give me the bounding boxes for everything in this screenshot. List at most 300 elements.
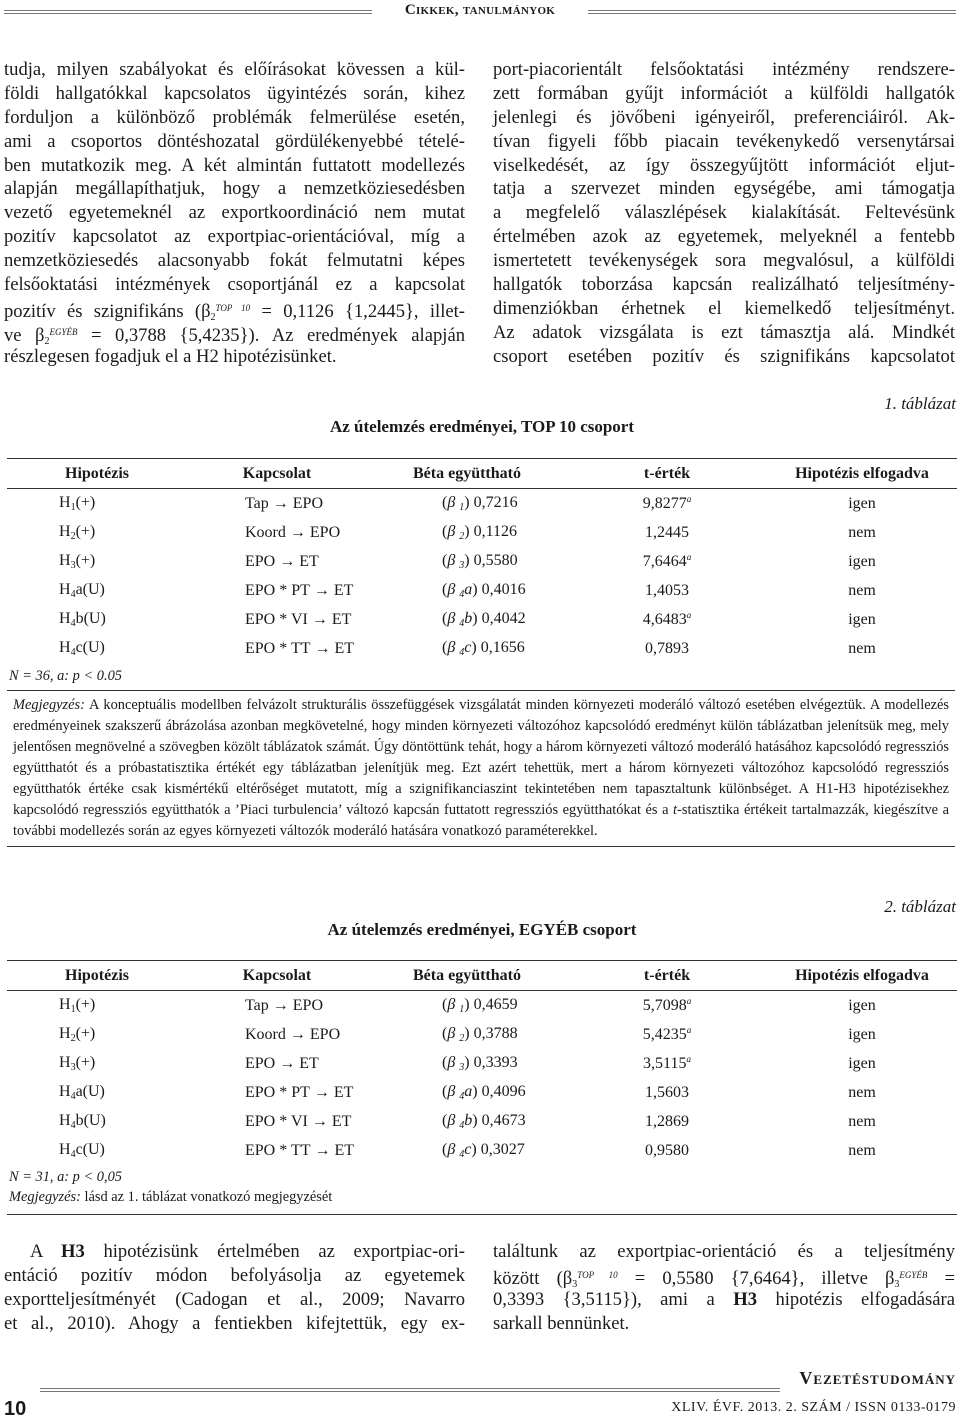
text-line: a megfelelő válaszlépések kialakítását. Feltevésünk (493, 202, 955, 224)
text-line: port-piacorientált felsőoktatási intézmény rendszere- (493, 59, 955, 80)
beta-cell: (β $_4$b) 0,4042 (442, 610, 526, 629)
arrow-right-icon: → (311, 1112, 328, 1130)
text-line: ismertetett tevékenységek sora megvalósul, a külföldi (493, 250, 955, 272)
arrow-right-icon: → (311, 610, 328, 628)
header-rule-right (588, 10, 956, 14)
text-line: csoport esetében pozitív és szignifikáns kapcsolatot (493, 345, 955, 367)
superscript: a (686, 1054, 691, 1064)
cell-text: 3,5115 (643, 1055, 687, 1072)
text-line: ami a csoportos döntéshozatal gördülékenyebbé tételé- (4, 130, 465, 152)
table-row (7, 518, 957, 547)
text-line: felsőoktatási intézmények csoportjánál ez a kapcsolat (4, 274, 465, 296)
cell-text: igen (848, 1025, 876, 1043)
cell-text: Tap (245, 996, 269, 1014)
superscript: a (686, 494, 692, 504)
text-fragment: hipotézisünk értelmében az exportpiac-ori- (84, 1241, 465, 1262)
subscript: 4 (70, 647, 76, 658)
text-line: hallgatók toborzása kapcsán realizálható teljesítmény- (493, 274, 955, 296)
col-header: Hipotézis elfogadva (767, 459, 957, 489)
text-line (4, 321, 465, 345)
cell-text: Tap (245, 494, 269, 512)
cell-text: EPO (309, 1025, 341, 1043)
bottom-left-column (30, 1240, 465, 1264)
subscript: 2 (459, 1033, 465, 1044)
col-header: t-érték (567, 459, 767, 489)
cell-text: ET (333, 1083, 354, 1101)
hypothesis-cell (7, 991, 187, 1021)
accepted-cell (767, 605, 957, 634)
remark-text: t (673, 802, 678, 818)
cell-text: b (464, 610, 473, 627)
t-value-cell (567, 1107, 767, 1136)
cell-text: H (59, 1112, 71, 1129)
page-number: 10 (4, 1398, 27, 1420)
text-line: földi hallgatókkal kapcsolatos ügyintézés során, kihez (4, 82, 465, 104)
cell-text: 0,5580 (473, 552, 518, 569)
journal-name: Vezetéstudomány (799, 1368, 956, 1388)
table-row (7, 547, 957, 576)
cell-text: H (59, 996, 71, 1013)
relation-cell (187, 518, 367, 547)
subscript: 1 (459, 1004, 465, 1015)
hypothesis-cell (7, 518, 187, 547)
text-fragment: = 0,5580 {7,6464}, illetve β (617, 1267, 895, 1289)
text-fragment: = 0,1126 {1,2445}, illet- (250, 300, 465, 322)
cell-text: ET (333, 581, 354, 599)
subscript: 4 (459, 647, 465, 658)
cell-text: 0,4016 (481, 581, 526, 598)
table-header-row (7, 459, 957, 489)
subscript: 1 (70, 502, 76, 513)
accepted-cell (767, 547, 957, 576)
cell-text: H (59, 1083, 71, 1100)
text-fragment: H3 (733, 1288, 757, 1310)
beta-symbol: β (447, 581, 460, 598)
cell-text: 0,7893 (645, 640, 689, 657)
subscript: 4 (70, 1149, 76, 1160)
cell-text: a(U) (75, 581, 105, 598)
cell-text: (+) (75, 1025, 96, 1042)
superscript: EGYÉB (899, 1269, 928, 1280)
cell-text: H (59, 639, 71, 656)
cell-text: nem (848, 639, 876, 657)
cell-text: b (464, 1112, 473, 1129)
beta-symbol: β (447, 639, 460, 656)
cell-text: 1,2869 (645, 1113, 689, 1130)
table-row (7, 634, 957, 663)
cell-text: 9,8277 (642, 495, 687, 512)
relation-cell (187, 1107, 367, 1136)
cell-text: c(U) (75, 1141, 105, 1158)
text-line: dimenziókban érhetnek el kiemelkedő teljesítményt. (493, 297, 955, 319)
cell-text: nem (848, 1112, 876, 1130)
beta-cell: (β $_4$a) 0,4096 (442, 1083, 526, 1102)
arrow-right-icon: → (313, 581, 330, 599)
relation-cell (187, 991, 367, 1021)
text-line: zett formában gyűjt információt a külföldi hallgatók (493, 82, 955, 104)
subscript: 1 (70, 1004, 76, 1015)
relation-cell (187, 1049, 367, 1078)
cell-text: igen (848, 610, 876, 628)
t-value-cell (567, 1136, 767, 1165)
hypothesis-cell (7, 1020, 187, 1049)
beta-cell: (β $_4$a) 0,4016 (442, 581, 526, 600)
cell-text: b(U) (75, 1112, 106, 1129)
cell-text: ET (331, 610, 352, 628)
beta-symbol: β (447, 1141, 460, 1158)
cell-text: nem (848, 1141, 876, 1159)
text-line: jelenlegi és jövőbeni igényeiről, preferenciáiról. Ak- (493, 106, 955, 128)
t-value-cell (567, 1078, 767, 1107)
cell-text: H (59, 581, 71, 598)
text-fragment: = (927, 1267, 956, 1289)
t-value-cell (567, 489, 767, 519)
cell-text: nem (848, 523, 876, 541)
t-value-cell (567, 576, 767, 605)
text-line: ben mutatkozik meg. A két almintán futtatott modellezés (4, 154, 465, 176)
superscript: a (686, 996, 692, 1006)
text-line: Az adatok vizsgálata is ezt támasztja alá. Mindkét (493, 321, 955, 343)
cell-text: nem (848, 1083, 876, 1101)
subscript: 2 (70, 1033, 76, 1044)
cell-text: c (464, 1141, 472, 1158)
arrow-right-icon: → (289, 1025, 306, 1043)
cell-text: H (59, 494, 71, 511)
col-header: Hipotézis (7, 961, 187, 991)
relation-cell (187, 1020, 367, 1049)
subscript: 4 (70, 589, 76, 600)
cell-text: H (59, 1025, 71, 1042)
t-value-cell (567, 547, 767, 576)
text-line: tudja, milyen szabályokat és előírásokat kövessen a kül- (4, 59, 465, 80)
table-row (7, 1078, 957, 1107)
arrow-right-icon: → (313, 1083, 330, 1101)
superscript: a (686, 552, 692, 562)
subscript: 4 (459, 589, 465, 600)
cell-text: igen (848, 996, 876, 1014)
bottom-left-column-cont (4, 1264, 465, 1336)
text-line: értelmében azok az egyetemek, melyeknél a fentebb (493, 226, 955, 248)
cell-text: ET (331, 1112, 352, 1130)
table-title: Az útelemzés eredményei, EGYÉB csoport (327, 920, 637, 939)
results-table-egyeb (7, 960, 957, 1165)
cell-text: 0,1656 (480, 639, 525, 656)
relation-cell (187, 634, 367, 663)
hypothesis-cell (7, 1049, 187, 1078)
t-value-cell (567, 605, 767, 634)
beta-symbol: β (447, 1054, 460, 1071)
subscript: 3 (894, 1278, 900, 1290)
table-row (7, 1020, 957, 1049)
relation-cell (187, 605, 367, 634)
section-title: Cikkek, tanulmányok (404, 2, 556, 18)
text-line: et al., 2010). Ahogy a fentiekben kifejtettük, egy ex- (4, 1312, 465, 1334)
hypothesis-cell (7, 1136, 187, 1165)
text-line: alapján megállapíthatjuk, hogy a nemzetköziesedésben (4, 178, 465, 200)
subscript: 4 (70, 1091, 76, 1102)
text-line: viselkedését, az így összegyűjtött információt eljut- (493, 154, 955, 176)
cell-text: 0,3027 (480, 1141, 525, 1158)
bottom-right-column (493, 1240, 955, 1336)
table-number: 2. táblázat (884, 897, 956, 916)
cell-text: 0,4673 (481, 1112, 526, 1129)
subscript: 1 (459, 502, 465, 513)
col-header: Hipotézis elfogadva (767, 961, 957, 991)
text-line (493, 1288, 955, 1312)
remark-text: lásd az 1. táblázat vonatkozó megjegyzését (80, 1189, 333, 1205)
text-fragment: 0,3393 {3,5115}), ami a (493, 1288, 734, 1310)
cell-text: Koord (245, 1025, 286, 1043)
text-fragment: A (30, 1241, 62, 1262)
subscript: 2 (44, 335, 50, 347)
cell-text: EPO (245, 1054, 276, 1072)
table-header-row (7, 961, 957, 991)
n-note: N = 31, a: p < 0,05 (9, 1169, 122, 1185)
beta-cell: (β $_4$b) 0,4673 (442, 1112, 526, 1131)
table-row (7, 991, 957, 1021)
text-fragment: ve β (4, 324, 45, 346)
arrow-right-icon: → (272, 494, 289, 512)
t-value-cell (567, 1020, 767, 1049)
remark-text: A konceptuális modellben felvázolt strukturális összefüggések vizsgálatát minden környezeti moderáló változó esetében elvégeztük. A modellezés eredményeinek szakszerű ábrázolása azonban megkövetelné, hogy minden környezeti változóhoz kapcsolódó eredményt külön táblázatban jelenítsük meg, mely jelentősen megnövelné a szövegben közölt táblázatok számát. Úgy döntöttünk tehát, hogy a három környezeti változó moderáló hatásához kapcsolódó regressziós együtthatót és a próbastatisztika értékét egy táblázatban jelenítjük meg. Ezt azért tehettük, mert a három környezeti változóhoz kapcsolódó regressziós együtthatók értéke csak kismértékű eltérőséget mutatott, míg a szignifikanciaszint tekintetében nem tapasztaltunk különbséget. A H1-H3 hipotézisekhez kapcsolódó regressziós együtthatók a ’Piaci turbulencia’ változó kapcsán futtatott regressziós együtthatókat és a (13, 697, 949, 818)
cell-text: H (59, 552, 71, 569)
subscript: 2 (210, 311, 216, 323)
remark (7, 691, 955, 846)
remark-text: -statisztika értékeit tartalmazzák, kiegészítve a további modellezés során az egyes környezeti változók moderáló hatására vonatkozó paraméterekkel. (13, 802, 949, 839)
cell-text: (+) (75, 523, 96, 540)
beta-cell: (β $_3$) 0,3393 (442, 1054, 518, 1073)
subscript: 2 (459, 531, 465, 542)
beta-symbol: β (447, 610, 460, 627)
text-line: vezető egyetemeknél az exportkoordináció nem mutat (4, 202, 465, 224)
cell-text: EPO * PT (245, 1083, 310, 1101)
results-table-top10 (7, 458, 957, 663)
remark (9, 1189, 332, 1206)
subscript: 3 (70, 560, 76, 571)
cell-text: 0,1126 (473, 523, 518, 540)
cell-text: EPO (309, 523, 341, 541)
cell-text: EPO * TT (245, 639, 311, 657)
cell-text: ET (334, 639, 355, 657)
left-column (4, 58, 465, 369)
table-row (7, 605, 957, 634)
text-line: tatja a szervezet minden egységébe, ami támogatja (493, 178, 955, 200)
beta-cell: (β $_3$) 0,5580 (442, 552, 518, 571)
cell-text: 0,4096 (481, 1083, 526, 1100)
hypothesis-cell (7, 489, 187, 519)
right-column (493, 58, 955, 369)
col-header: Kapcsolat (187, 459, 367, 489)
col-header: t-érték (567, 961, 767, 991)
cell-text: (+) (75, 1054, 96, 1071)
issue-info: XLIV. ÉVF. 2013. 2. SZÁM / ISSN 0133-0179 (671, 1400, 956, 1415)
cell-text: Koord (245, 523, 286, 541)
cell-text: 5,7098 (642, 997, 687, 1014)
arrow-right-icon: → (289, 523, 306, 541)
accepted-cell (767, 1020, 957, 1049)
superscript: TOP 10 (577, 1269, 618, 1280)
text-line: találtunk az exportpiac-orientáció és a teljesítmény (493, 1241, 955, 1262)
beta-symbol: β (447, 523, 460, 540)
hypothesis-cell (7, 576, 187, 605)
cell-text: H (59, 1054, 71, 1071)
text-fragment: H3 (61, 1241, 85, 1262)
relation-cell (187, 489, 367, 519)
relation-cell (187, 576, 367, 605)
cell-text: 5,4235 (642, 1026, 687, 1043)
text-fragment: között (β (493, 1267, 573, 1289)
beta-cell: (β $_2$) 0,1126 (442, 523, 518, 542)
cell-text: b(U) (75, 610, 106, 627)
header-rule-left (4, 10, 372, 14)
cell-text: EPO * TT (245, 1141, 311, 1159)
cell-text: 0,3788 (473, 1025, 518, 1042)
cell-text: c (464, 639, 472, 656)
cell-text: 1,2445 (645, 524, 689, 541)
beta-symbol: β (447, 996, 460, 1013)
cell-text: igen (848, 552, 876, 570)
text-line: sarkall bennünket. (493, 1312, 630, 1334)
text-line (30, 1240, 465, 1264)
cell-text: H (59, 1141, 71, 1158)
cell-text: H (59, 610, 71, 627)
table-row (7, 1136, 957, 1165)
beta-cell: (β $_1$) 0,7216 (442, 494, 518, 513)
subscript: 2 (70, 531, 76, 542)
cell-text: (+) (75, 552, 96, 569)
cell-text: (+) (75, 996, 96, 1013)
beta-cell: (β $_4$c) 0,1656 (442, 639, 525, 658)
cell-text: a (464, 581, 473, 598)
table-bottom-rule (7, 1214, 957, 1215)
text-line: pozitív kapcsolatot az exportpiac-orientációval, míg a (4, 226, 465, 248)
text-line: entáció pozitív módon befolyásolja az egyetemek (4, 1265, 465, 1286)
cell-text: c(U) (75, 639, 105, 656)
accepted-cell (767, 576, 957, 605)
table-number: 1. táblázat (884, 394, 956, 413)
t-value-cell (567, 991, 767, 1021)
superscript: a (686, 1025, 692, 1035)
cell-text: H (59, 523, 71, 540)
text-fragment: hipotézis elfogadására (757, 1288, 955, 1310)
cell-text: ET (299, 1054, 319, 1072)
text-line (493, 1264, 955, 1288)
cell-text: EPO (292, 996, 323, 1014)
cell-text: ET (299, 552, 319, 570)
remark-label: Megjegyzés: (13, 697, 85, 713)
text-line: exportteljesítményét (Cadogan et al., 2009; Navarro (4, 1288, 465, 1310)
col-header: Kapcsolat (187, 961, 367, 991)
col-header: Béta együttható (367, 961, 567, 991)
accepted-cell (767, 489, 957, 519)
t-value-cell (567, 1049, 767, 1078)
arrow-right-icon: → (314, 1141, 331, 1159)
hypothesis-cell (7, 1078, 187, 1107)
arrow-right-icon: → (314, 639, 331, 657)
arrow-right-icon: → (279, 552, 296, 570)
accepted-cell (767, 1049, 957, 1078)
cell-text: EPO (292, 494, 323, 512)
remark-label: Megjegyzés: (9, 1189, 81, 1205)
cell-text: 0,4042 (481, 610, 526, 627)
col-header: Béta együttható (367, 459, 567, 489)
text-line: forduljon a különböző problémák felmerülése esetén, (4, 106, 465, 128)
subscript: 3 (70, 1062, 76, 1073)
beta-symbol: β (447, 1083, 460, 1100)
cell-text: igen (848, 494, 876, 512)
subscript: 4 (459, 618, 465, 629)
accepted-cell (767, 634, 957, 663)
cell-text: 7,6464 (642, 553, 687, 570)
text-line: tívan figyeli főbb piacain tevékenykedő versenytársai (493, 130, 955, 152)
relation-cell (187, 1078, 367, 1107)
subscript: 4 (459, 1120, 465, 1131)
text-fragment: pozitív és szignifikáns (β (4, 300, 211, 322)
cell-text: ET (334, 1141, 355, 1159)
hypothesis-cell (7, 605, 187, 634)
subscript: 4 (70, 618, 76, 629)
cell-text: EPO * VI (245, 610, 308, 628)
beta-symbol: β (447, 494, 460, 511)
accepted-cell (767, 518, 957, 547)
beta-cell: (β $_1$) 0,4659 (442, 996, 518, 1015)
table-row (7, 1107, 957, 1136)
table-row (7, 489, 957, 519)
accepted-cell (767, 991, 957, 1021)
subscript: 3 (572, 1278, 578, 1290)
beta-symbol: β (447, 1112, 460, 1129)
hypothesis-cell (7, 634, 187, 663)
superscript: EGYÉB (49, 326, 78, 337)
t-value-cell (567, 634, 767, 663)
cell-text: 0,4659 (473, 996, 518, 1013)
cell-text: 1,5603 (645, 1084, 689, 1101)
table-row (7, 576, 957, 605)
beta-cell: (β $_2$) 0,3788 (442, 1025, 518, 1044)
cell-text: EPO * VI (245, 1112, 308, 1130)
cell-text: a(U) (75, 1083, 105, 1100)
remark-box (7, 690, 955, 847)
relation-cell (187, 547, 367, 576)
cell-text: EPO * PT (245, 581, 310, 599)
t-value-cell (567, 518, 767, 547)
hypothesis-cell (7, 547, 187, 576)
subscript: 3 (459, 560, 465, 571)
n-note: N = 36, a: p < 0.05 (9, 668, 122, 684)
relation-cell (187, 1136, 367, 1165)
footer-rule (40, 1388, 780, 1392)
cell-text: 4,6483 (642, 611, 687, 628)
arrow-right-icon: → (272, 996, 289, 1014)
cell-text: 0,9580 (645, 1142, 689, 1159)
col-header: Hipotézis (7, 459, 187, 489)
subscript: 4 (70, 1120, 76, 1131)
arrow-right-icon: → (279, 1054, 296, 1072)
accepted-cell (767, 1136, 957, 1165)
superscript: TOP 10 (215, 302, 251, 313)
cell-text: (+) (75, 494, 96, 511)
accepted-cell (767, 1078, 957, 1107)
cell-text: 1,4053 (645, 582, 689, 599)
accepted-cell (767, 1107, 957, 1136)
cell-text: EPO (245, 552, 276, 570)
beta-cell: (β $_4$c) 0,3027 (442, 1141, 525, 1160)
table-row (7, 1049, 957, 1078)
subscript: 4 (459, 1149, 465, 1160)
text-line: nemzetköziesedés alacsonyabb fokát felmutatni képes (4, 250, 465, 272)
subscript: 3 (459, 1062, 465, 1073)
text-fragment: = 0,3788 {5,4235}). Az eredmények alapján (77, 324, 465, 346)
